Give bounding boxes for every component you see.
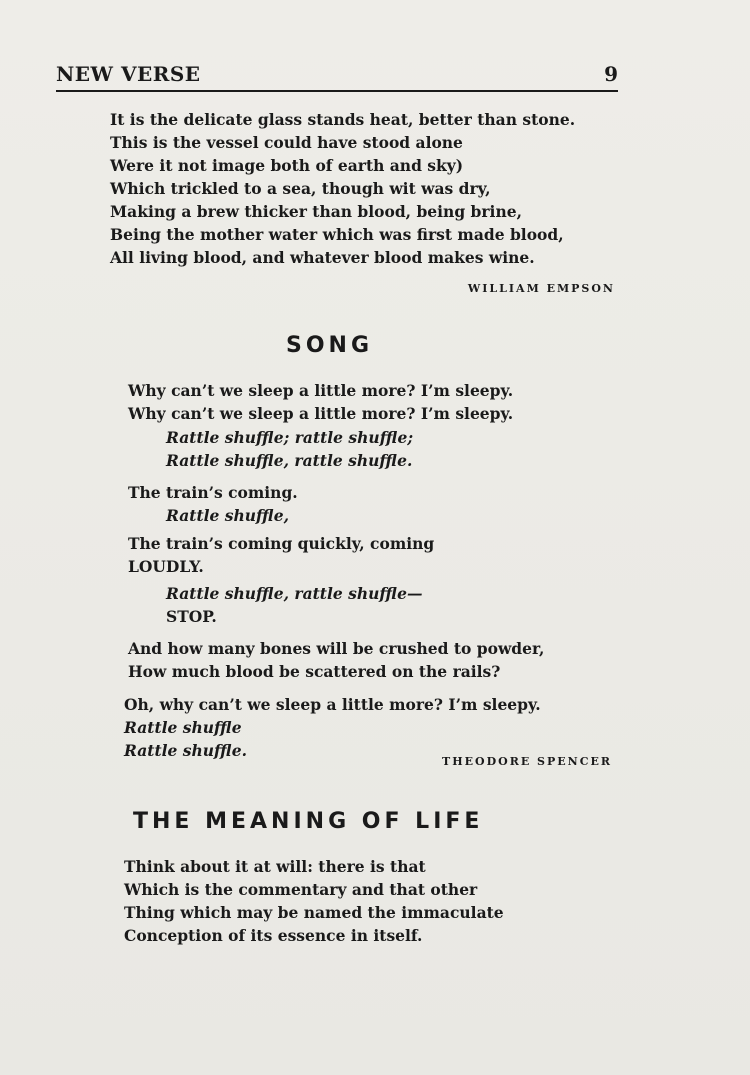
poem-title: THE MEANING OF LIFE (133, 809, 484, 834)
poem-line: Why can’t we sleep a little more? I’m sleepy. (128, 381, 514, 400)
running-header (56, 60, 618, 92)
poem-line: Being the mother water which was first made blood, (110, 225, 564, 244)
poem-title: SONG (286, 333, 374, 358)
poem-line: Rattle shuffle, rattle shuffle. (166, 451, 413, 470)
poem-line: The train’s coming quickly, coming (128, 534, 435, 553)
poem-line: Rattle shuffle (124, 718, 242, 737)
poem-line: Which trickled to a sea, though wit was dry, (110, 179, 491, 198)
poem-line: It is the delicate glass stands heat, better than stone. (110, 110, 576, 129)
poem-line: Rattle shuffle. (124, 741, 248, 760)
page-number: 9 (604, 62, 618, 86)
author-credit: THEODORE SPENCER (442, 755, 612, 768)
journal-title: NEW VERSE (56, 62, 201, 86)
poem-line: This is the vessel could have stood alone (110, 133, 463, 152)
poem-line: STOP. (166, 607, 217, 626)
poem-line: Were it not image both of earth and sky) (110, 156, 464, 175)
poem-line: Why can’t we sleep a little more? I’m sleepy. (128, 404, 514, 423)
poem-line: How much blood be scattered on the rails? (128, 662, 501, 681)
poem-line: Rattle shuffle, rattle shuffle— (166, 584, 423, 603)
poem-line: Think about it at will: there is that (124, 857, 426, 876)
author-credit: WILLIAM EMPSON (467, 282, 615, 295)
poem-line: Oh, why can’t we sleep a little more? I’m sleepy. (124, 695, 541, 714)
poem-line: Conception of its essence in itself. (124, 926, 423, 945)
poem-line: Which is the commentary and that other (124, 880, 478, 899)
poem-line: The train’s coming. (128, 483, 298, 502)
poem-line: And how many bones will be crushed to powder, (128, 639, 545, 658)
poem-line: LOUDLY. (128, 557, 204, 576)
poem-line: All living blood, and whatever blood makes wine. (110, 248, 535, 267)
poem-line: Rattle shuffle; rattle shuffle; (166, 428, 414, 447)
poem-line: Rattle shuffle, (166, 506, 290, 525)
poem-line: Thing which may be named the immaculate (124, 903, 504, 922)
poem-line: Making a brew thicker than blood, being brine, (110, 202, 522, 221)
